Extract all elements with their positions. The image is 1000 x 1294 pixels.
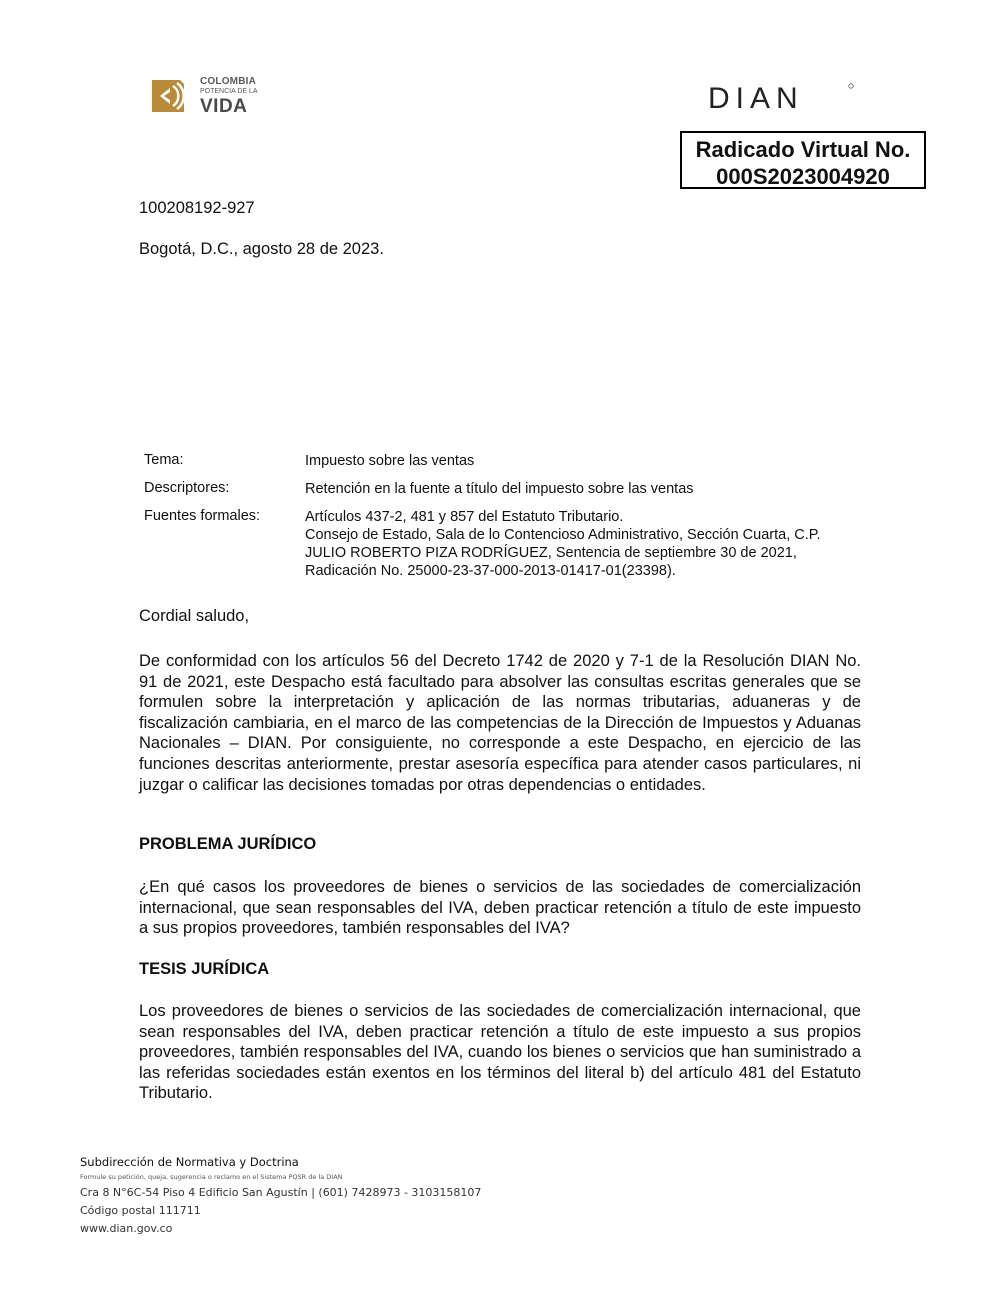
logo-line-potencia: POTENCIA DE LA (200, 88, 258, 95)
fuentes-line: Consejo de Estado, Sala de lo Contencioso Administrativo, Sección Cuarta, C.P. JULIO ROBERTO PIZA RODRÍGUEZ, Sentencia de septiembre 30 de 2021, Radicación No. 25000-23-37-000-2013-01417-01(23398). (305, 527, 821, 579)
colombia-logo (148, 74, 268, 118)
fuentes-value (305, 508, 865, 580)
fuentes-line: Artículos 437-2, 481 y 857 del Estatuto Tributario. (305, 509, 624, 525)
colombia-potencia-de-la-vida-logo-icon (148, 76, 188, 116)
tema-label: Tema: (144, 452, 184, 468)
fuentes-label: Fuentes formales: (144, 508, 261, 524)
greeting: Cordial saludo, (139, 607, 250, 625)
dian-logo-text: DIAN (708, 82, 804, 114)
radicado-number: 000S2023004920 (716, 164, 890, 189)
radicado-box (680, 131, 926, 189)
footer-postal: Código postal 111711 (80, 1204, 201, 1217)
reference-number: 100208192-927 (139, 199, 255, 217)
descriptores-label: Descriptores: (144, 480, 230, 496)
footer-office: Subdirección de Normativa y Doctrina (80, 1155, 299, 1169)
footer-website: www.dian.gov.co (80, 1222, 173, 1235)
tema-value: Impuesto sobre las ventas (305, 453, 475, 469)
heading-tesis-juridica: TESIS JURÍDICA (139, 960, 270, 978)
paragraph-tesis: Los proveedores de bienes o servicios de las sociedades de comercialización internacional, que sean responsables del IVA, deben practicar retención a título de este impuesto a sus propios proveedores, también responsables del IVA, cuando los bienes o servicios que han suministrado a las referidas sociedades están exentos en los términos del literal b) del artículo 481 del Estatuto Tributario. (139, 1002, 861, 1103)
logo-line-vida: VIDA (200, 96, 248, 117)
dian-logo (708, 82, 858, 114)
radicado-label: Radicado Virtual No. (695, 137, 911, 162)
paragraph-problema: ¿En qué casos los proveedores de bienes o servicios de las sociedades de comercialización internacional, que sean responsables del IVA, deben practicar retención a título de este impuesto a sus propios proveedores, también responsables del IVA? (139, 878, 861, 938)
paragraph-intro: De conformidad con los artículos 56 del Decreto 1742 de 2020 y 7-1 de la Resolución DIAN No. 91 de 2021, este Despacho está facultado para absolver las consultas escritas generales que se formulen sobre la interpretación y aplicación de las normas tributarias, aduaneras y de fiscalización cambiaria, en el marco de las competencias de la Dirección de Impuestos y Aduanas Nacionales – DIAN. Por consiguiente, no corresponde a este Despacho, en ejercicio de las funciones descritas anteriormente, prestar asesoría específica para atender casos particulares, ni juzgar o calificar las decisiones tomadas por otras dependencias o entidades. (139, 652, 861, 794)
dian-logo-icon (708, 82, 858, 114)
logo-line-colombia: COLOMBIA (200, 76, 257, 87)
footer-address: Cra 8 N°6C-54 Piso 4 Edificio San Agustín | (601) 7428973 - 3103158107 (80, 1186, 482, 1199)
footer-note: Formule su petición, queja, sugerencia o reclamo en el Sistema PQSR de la DIAN (80, 1173, 343, 1181)
descriptores-value: Retención en la fuente a título del impuesto sobre las ventas (305, 481, 694, 497)
heading-problema-juridico: PROBLEMA JURÍDICO (139, 835, 317, 853)
date-line: Bogotá, D.C., agosto 28 de 2023. (139, 240, 384, 258)
